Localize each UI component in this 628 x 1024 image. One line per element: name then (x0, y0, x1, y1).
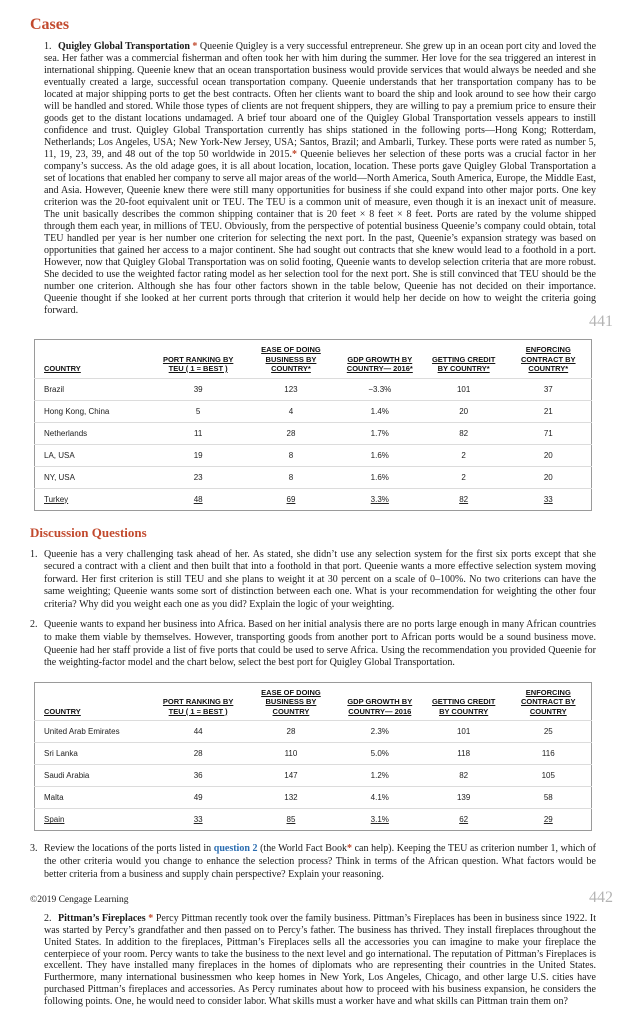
cell: 48 (152, 488, 244, 510)
cell: 20 (506, 466, 592, 488)
column-header-port-ranking: PORT RANKING BY TEU ( 1 = BEST ) (162, 697, 234, 716)
cell: 5.0% (338, 743, 422, 765)
case2-paragraph (44, 913, 596, 1007)
cell: 21 (506, 400, 592, 422)
cell-country: NY, USA (35, 466, 153, 488)
cell: 3.3% (338, 488, 422, 510)
cell: 69 (244, 488, 338, 510)
table-row (35, 787, 592, 809)
cell: 28 (152, 743, 244, 765)
column-header-enforcing-contract: ENFORCING CONTRACT BY COUNTRY (520, 687, 576, 716)
table-row (35, 466, 592, 488)
cell: 3.1% (338, 809, 422, 831)
cell: 2.3% (338, 721, 422, 743)
cell: 1.6% (338, 444, 422, 466)
cases-heading: Cases (30, 16, 70, 33)
table-row (35, 444, 592, 466)
question-number: 2. (30, 619, 38, 631)
cell: 36 (152, 765, 244, 787)
discussion-question-3 (30, 843, 596, 881)
cell: 4.1% (338, 787, 422, 809)
case1-body-part2: Queenie believes her selection of these ports was a crucial factor in her company’s success. As the old adage goes, it is all about location, location, location. These ports gave Quigley Global Transportation a set of locations that enabled her company to serve all major areas of the world—North America, South America, Europe, the Middle East, and Asia. However, Queenie knew there were still many opportunities for business if she could expand into other major ports. One key criterion was the 20-foot equivalent unit or TEU. The TEU is a common unit of measure, even though it is an inexact unit of measure. The unit basically describes the common shipping container that is 20 feet × 8 feet × 8 feet. Ports are rated by the volume shipped through them each year, in millions of TEU. Obviously, from the perspective of potential business Queenie’s company could obtain, total TEU handled per year is her number one criterion for selecting the next port. In the past, Queenie’s expansion strategy was based on opportunities that gained her access to a major continent. She had sought out contracts that she knew would lead to a foothold in a port. However, now that Quigley Global Transportation was on solid footing, Queenie wants to develop selection criteria that are more robust. She decided to use the weighted factor rating model as her selection tool for the next port. She is still convinced that TEU should be the number one criterion. Although she has four other factors shown in the table below, Queenie has not decided on their importance. Queenie thought if she looked at her current ports through that criterion it would help her decide on how to weight the criteria going forward. (44, 149, 597, 316)
cell: 139 (422, 787, 506, 809)
cell: 71 (506, 422, 592, 444)
cell: 105 (506, 765, 592, 787)
question-number: 3. (30, 843, 38, 855)
column-header-getting-credit: GETTING CREDIT BY COUNTRY* (431, 354, 496, 373)
cell: 132 (244, 787, 338, 809)
page-footer (30, 889, 613, 907)
case2-title: Pittman’s Fireplaces (58, 913, 146, 925)
discussion-question-2 (30, 619, 596, 669)
cell: 29 (506, 809, 592, 831)
column-header-country: COUNTRY (44, 706, 81, 716)
table-row (35, 743, 592, 765)
cell: 1.4% (338, 400, 422, 422)
cell: 49 (152, 787, 244, 809)
cell: 82 (422, 765, 506, 787)
case1-inline-footnote-asterisk-link[interactable]: * (291, 149, 297, 160)
table-row (35, 400, 592, 422)
question-text: Queenie has a very challenging task ahead of her. As stated, she didn’t use any selection system for the first six ports except that she secured a contract with a client and then built that into a foothold in that port. Queenie wants a more effective selection system moving forward. Her first criterion is still TEU and she plans to weight it at 30 percent on a scale of 0–100%. No two criterions can have the same weighting; Queenie wants some sort of distinction between each one. What is your recommendation for weighting the other four criteria? Why did you weight each one as you did? Explain the logic of your weighting. (44, 548, 596, 610)
cell: 62 (422, 809, 506, 831)
cell: 20 (506, 444, 592, 466)
cell: 82 (422, 488, 506, 510)
cell-country: Turkey (35, 488, 153, 510)
cell: 11 (152, 422, 244, 444)
column-header-gdp-growth: GDP GROWTH BY COUNTRY— 2016 (347, 697, 413, 716)
cell: 8 (244, 466, 338, 488)
cell: 123 (244, 378, 338, 400)
question-text-part3: can help). Keeping the TEU as criterion number 1, which of the other criteria would you change to enhance the selection process? Think in terms of the African question. What factors would be better criteria from a business and supply chain perspective? Explain your reasoning. (44, 843, 597, 880)
column-header-ease-of-business: EASE OF DOING BUSINESS BY COUNTRY (261, 687, 321, 716)
cell: 39 (152, 378, 244, 400)
case1-footnote-asterisk-link[interactable]: * (192, 41, 198, 52)
cell: 1.6% (338, 466, 422, 488)
discussion-question-1 (30, 549, 596, 612)
column-header-getting-credit: GETTING CREDIT BY COUNTRY (431, 697, 496, 716)
column-header-gdp-growth: GDP GROWTH BY COUNTRY— 2016* (346, 354, 413, 373)
case2-number: 2. (44, 913, 52, 925)
table1-header-row (35, 340, 592, 379)
cell: 101 (422, 378, 506, 400)
case1-number: 1. (44, 41, 52, 52)
cell: 118 (422, 743, 506, 765)
africa-ports-table (34, 682, 592, 832)
cell: 2 (422, 466, 506, 488)
cell: 147 (244, 765, 338, 787)
question-2-link[interactable]: question 2 (213, 843, 258, 855)
copyright-notice: ©2019 Cengage Learning (30, 895, 129, 906)
case1-body-part1: Queenie Quigley is a very successful entrepreneur. She grew up in an ocean port city and loved the sea. Her father was a commercial fisherman and often took her with him during the summer. Her love for the sea triggered an interest in international shipping. Queenie knew that an ocean transportation business would provide services that would always be needed and she eventually created a large, successful ocean transportation company. Queenie understands that her transportation company has to be located at major shipping ports to get the best contracts. Often her clients want to board the ship and look around to see how their cargo will be handled and stored. While those types of clients are not frequent shippers, they are willing to pay a premium price to ensure their goods get to the distant locations undamaged. A brief tour aboard one of the Quigley Global Transportation vessels appears to instill confidence and trust. Quigley Global Transportation currently has ships stationed in the following ports—Hong Kong; Rotterdam, Netherlands; Los Angeles, USA; New York-New Jersey, USA; Santos, Brazil; and Ambarli, Turkey. These ports were rated as number 5, 11, 19, 23, 39, and 48 out of the top 50 worldwide in 2015. (44, 41, 597, 160)
cell: 116 (506, 743, 592, 765)
case2-body: Percy Pittman recently took over the family business. Pittman’s Fireplaces has been in business since 1922. It was started by Percy’s grandfather and then passed on to Percy’s father. The business has thrived. They install fireplaces throughout the United States. In addition to the fireplaces, Pittman’s Fireplaces sells all the accessories you can imagine to make your fireplace the centerpiece of your room. Percy wants to take the business to the next level and go international. The reputation of Pittman’s Fireplaces is excellent. They have installed many fireplaces in the homes of diplomats who are representing their countries in the United States. Furthermore, many international businessmen who keep homes in New York, Los Angeles, Chicago, and other large U.S. cities have purchased Pittman’s fireplaces and accessories. As Percy ruminates about how to proceed with his business expansion, he considers the following points. One, he would need to consider labor. What skills must a worker have and what skills can Pittman train them on? (44, 913, 596, 1007)
cell: 28 (244, 721, 338, 743)
table-row (35, 765, 592, 787)
cell: 110 (244, 743, 338, 765)
question-text: Queenie wants to expand her business into Africa. Based on her initial analysis there are no ports large enough in many African countries to make them viable by themselves. However, transporting goods from another port to African ports would be a sound business move. Queenie had her staff provide a list of five ports that could be used to serve Africa. Using the recommendation you provided Queenie for the weighting-factor model and the chart below, select the best port for Quigley Global Transportation. (44, 619, 596, 669)
cell: 82 (422, 422, 506, 444)
table-row (35, 809, 592, 831)
table-row (35, 422, 592, 444)
cell: 58 (506, 787, 592, 809)
cell-country: LA, USA (35, 444, 153, 466)
question-text-part2: (the World Fact Book (257, 843, 347, 855)
table2-header-row (35, 682, 592, 721)
cell: 37 (506, 378, 592, 400)
page-number-441: 441 (589, 313, 613, 330)
cell: 8 (244, 444, 338, 466)
cell-country: Brazil (35, 378, 153, 400)
cell: 33 (506, 488, 592, 510)
question-text-part1: Review the locations of the ports listed in (44, 843, 214, 855)
cell: 85 (244, 809, 338, 831)
cell: 4 (244, 400, 338, 422)
column-header-country: COUNTRY (44, 364, 81, 373)
table-row (35, 721, 592, 743)
cell: 1.7% (338, 422, 422, 444)
cell: 25 (506, 721, 592, 743)
case1-title: Quigley Global Transportation (58, 41, 190, 52)
cell: 23 (152, 466, 244, 488)
case2-footnote-asterisk-link[interactable]: * (148, 913, 154, 925)
page-number-442: 442 (589, 889, 613, 907)
cell: 19 (152, 444, 244, 466)
cell-country: Netherlands (35, 422, 153, 444)
cell: 1.2% (338, 765, 422, 787)
question-number: 1. (30, 548, 38, 560)
cell-country: Saudi Arabia (35, 765, 153, 787)
cell: 20 (422, 400, 506, 422)
cell: 101 (422, 721, 506, 743)
cell: 33 (152, 809, 244, 831)
discussion-questions-heading: Discussion Questions (30, 524, 147, 540)
cell-country: Sri Lanka (35, 743, 153, 765)
cell-country: Malta (35, 787, 153, 809)
cell-country: United Arab Emirates (35, 721, 153, 743)
cell: −3.3% (338, 378, 422, 400)
column-header-enforcing-contract: ENFORCING CONTRACT BY COUNTRY* (520, 345, 576, 373)
cell: 2 (422, 444, 506, 466)
column-header-port-ranking: PORT RANKING BY TEU ( 1 = BEST ) (162, 354, 234, 373)
cell: 44 (152, 721, 244, 743)
world-fact-book-asterisk-link[interactable]: * (346, 843, 352, 855)
cell-country: Hong Kong, China (35, 400, 153, 422)
table-row (35, 488, 592, 510)
table-row (35, 378, 592, 400)
current-ports-table (34, 339, 592, 511)
cell: 28 (244, 422, 338, 444)
column-header-ease-of-business: EASE OF DOING BUSINESS BY COUNTRY* (261, 345, 321, 373)
case1-paragraph (44, 41, 596, 327)
cell: 5 (152, 400, 244, 422)
cell-country: Spain (35, 809, 153, 831)
